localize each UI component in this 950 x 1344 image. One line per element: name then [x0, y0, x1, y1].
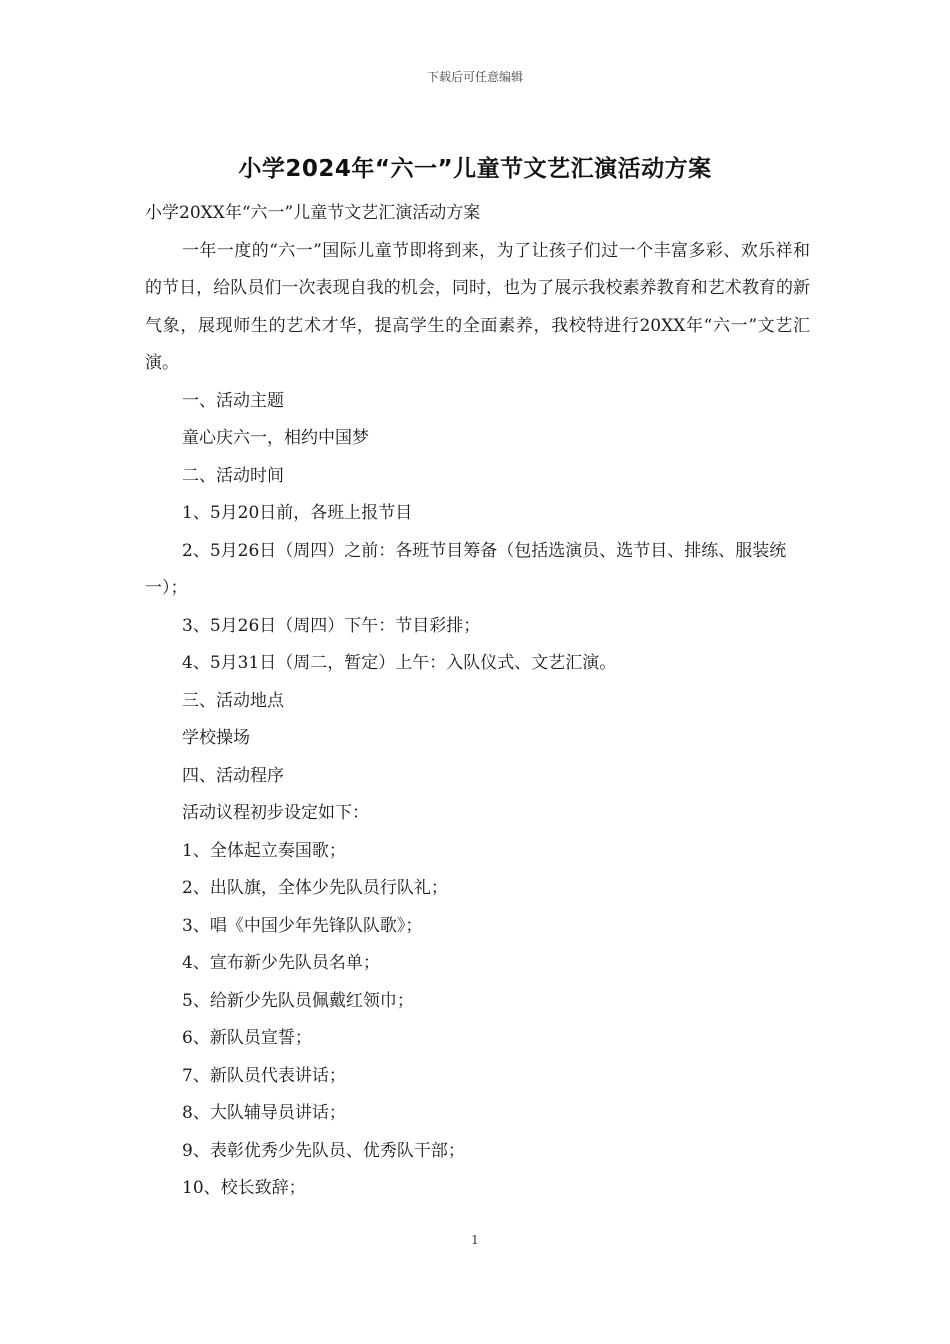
program-item: 9、表彰优秀少先队员、优秀队干部；: [182, 1140, 465, 1161]
document-body: [145, 195, 810, 1208]
program-intro: 活动议程初步设定如下：: [182, 803, 369, 823]
program-item: 7、新队员代表讲话；: [182, 1065, 346, 1086]
document-title: 小学2024年“六一”儿童节文艺汇演活动方案: [238, 156, 712, 182]
program-item: 10、校长致辞；: [182, 1178, 306, 1198]
section-heading-program: 四、活动程序: [182, 765, 284, 786]
section-heading-time: 二、活动时间: [182, 465, 284, 486]
program-item: 6、新队员宣誓；: [182, 1028, 312, 1048]
program-item: 8、大队辅导员讲话；: [182, 1103, 346, 1123]
time-item: 1、5月20日前，各班上报节目: [182, 503, 413, 523]
program-item: 1、全体起立奏国歌；: [182, 840, 346, 861]
time-item: 4、5月31日（周二，暂定）上午：入队仪式、文艺汇演。: [182, 653, 617, 673]
program-item: 3、唱《中国少年先锋队队歌》；: [182, 915, 423, 936]
page-number: 1: [471, 1233, 479, 1247]
program-item: 2、出队旗，全体少先队员行队礼；: [182, 878, 448, 898]
location-text: 学校操场: [182, 728, 250, 748]
time-item: 2、5月26日（周四）之前：各班节目筹备（包括选演员、选节目、排练、服装统一）；: [145, 540, 787, 598]
program-item: 5、给新少先队员佩戴红领巾；: [182, 990, 414, 1011]
page-header-note: 下载后可任意编辑: [426, 70, 523, 84]
section-heading-theme: 一、活动主题: [182, 390, 284, 411]
time-item: 3、5月26日（周四）下午：节目彩排；: [182, 615, 481, 636]
section-heading-location: 三、活动地点: [182, 690, 284, 711]
intro-paragraph: 一年一度的“六一”国际儿童节即将到来，为了让孩子们过一个丰富多彩、欢乐祥和的节日，给队员们一次表现自我的机会，同时，也为了展示我校素养教育和艺术教育的新气象，展现师生的艺术才华，提高学生的全面素养，我校特进行20XX年“六一”文艺汇演。: [145, 240, 810, 373]
program-item: 4、宣布新少先队员名单；: [182, 953, 380, 973]
document-subtitle: 小学20XX年“六一”儿童节文艺汇演活动方案: [145, 203, 481, 223]
theme-text: 童心庆六一，相约中国梦: [182, 428, 369, 448]
